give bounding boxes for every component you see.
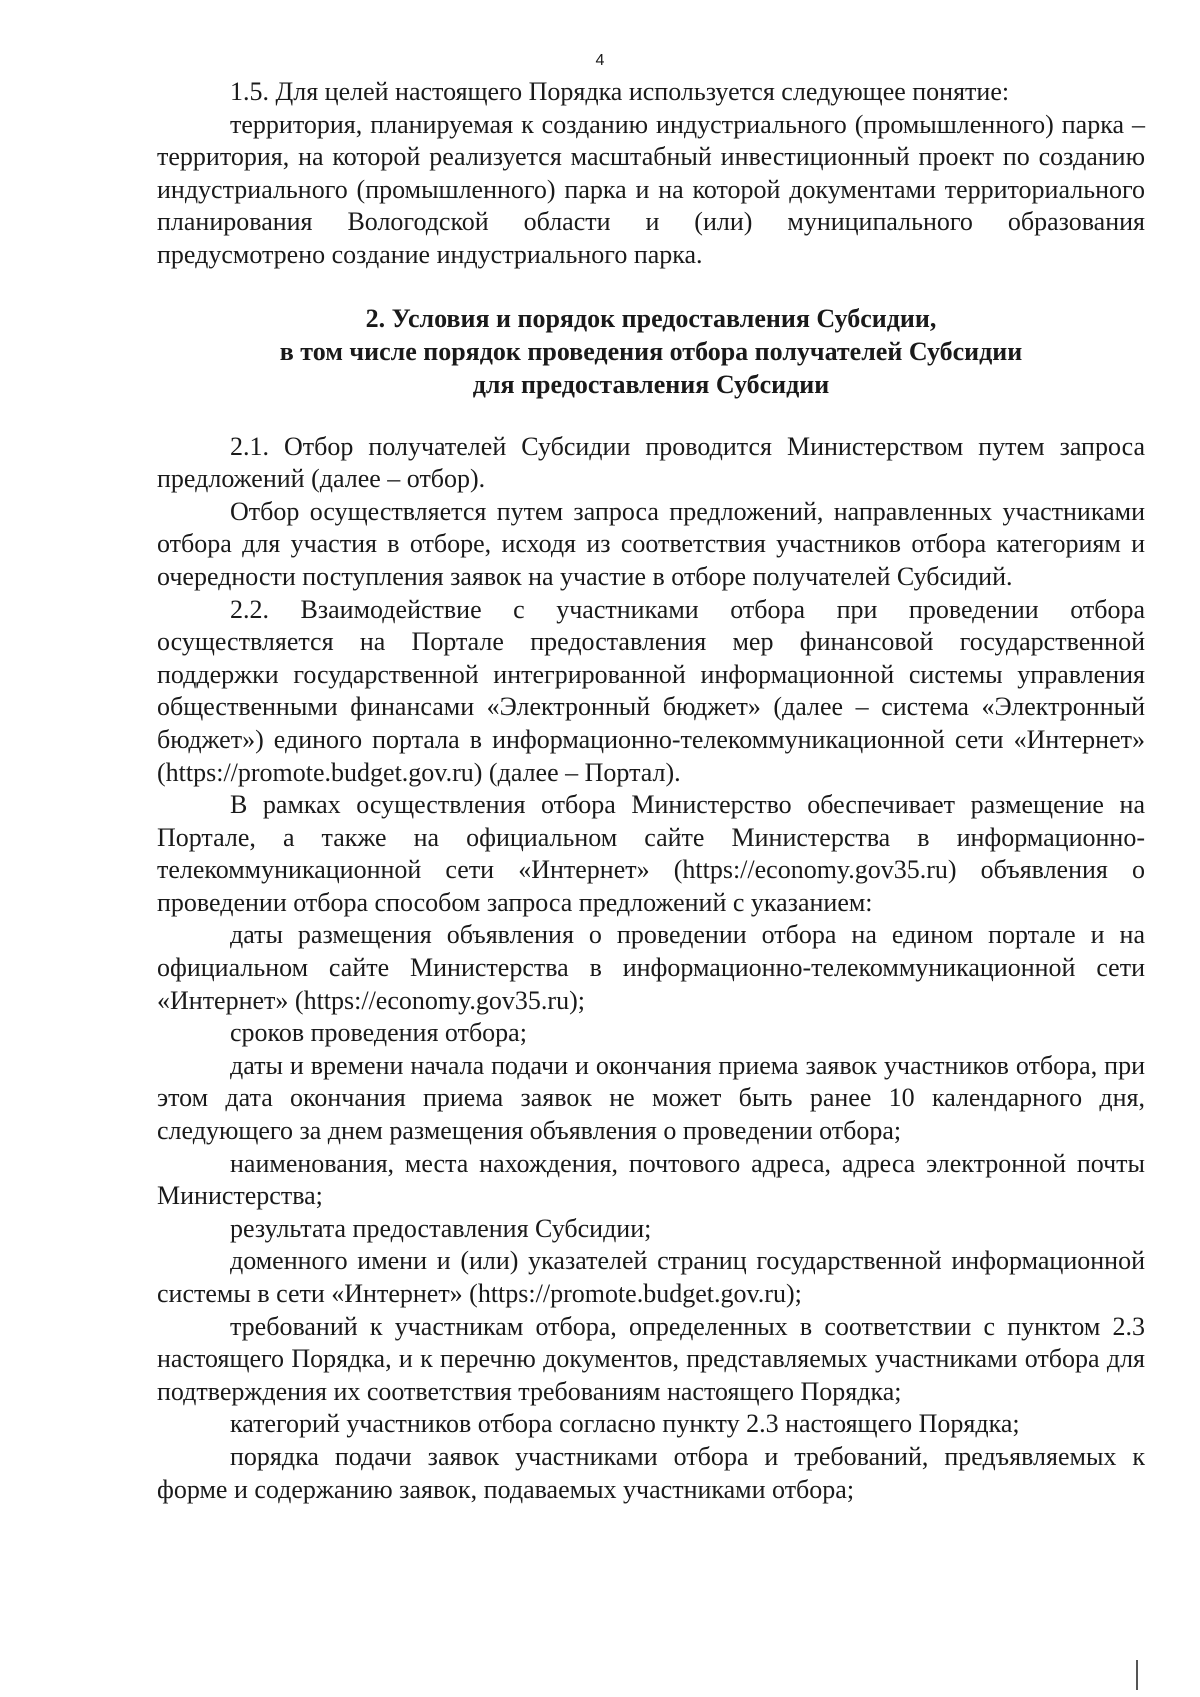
list-item-participant-requirements: требований к участникам отбора, определенных в соответствии с пунктом 2.3 настоящего Порядка, и к перечню документов, представляемых участниками отбора для подтверждения их соответствия требованиям настоящего Порядка; bbox=[157, 1311, 1145, 1406]
paragraph-definition: территория, планируемая к созданию индустриального (промышленного) парка – территория, на которой реализуется масштабный инвестиционный проект по созданию индустриального (промышленного) парка и на которой документами территориального планирования Вологодской области и (или) муниципального образования предусмотрено создание индустриального парка. bbox=[157, 109, 1145, 269]
paragraph-1-5: 1.5. Для целей настоящего Порядка используется следующее понятие: bbox=[230, 77, 1010, 106]
list-item-domain-name: доменного имени и (или) указателей страниц государственной информационной системы в сети «Интернет» (https://promote.budget.gov.ru); bbox=[157, 1246, 1145, 1308]
section-2-heading bbox=[157, 302, 1145, 401]
section-heading-line: для предоставления Субсидии bbox=[472, 369, 830, 399]
paragraph-selection: Отбор осуществляется путем запроса предложений, направленных участниками отбора для участия в отборе, исходя из соответствия участников отбора категориям и очередности поступления заявок на участие в отборе получателей Субсидий. bbox=[157, 496, 1145, 591]
section-heading-line: 2. Условия и порядок предоставления Субсидии, bbox=[365, 303, 937, 333]
list-item-placement-date: даты размещения объявления о проведении отбора на едином портале и на официальном сайте Министерства в информационно-телекоммуникационной сети «Интернет» (https://economy.gov35.ru); bbox=[157, 920, 1145, 1015]
list-item-selection-terms: сроков проведения отбора; bbox=[230, 1018, 527, 1048]
list-item-participant-categories: категорий участников отбора согласно пункту 2.3 настоящего Порядка; bbox=[230, 1409, 1020, 1439]
paragraph-2-2: 2.2. Взаимодействие с участниками отбора при проведении отбора осуществляется на Портале предоставления мер финансовой государственной поддержки государственной интегрированной информационной системы управления общественными финансами «Электронный бюджет» (далее – система «Электронный бюджет») единого портала в информационно-телекоммуникационной сети «Интернет» (https://promote.budget.gov.ru) (далее – Портал). bbox=[157, 594, 1145, 787]
list-item-subsidy-result: результата предоставления Субсидии; bbox=[230, 1213, 652, 1243]
page-number: 4 bbox=[595, 52, 605, 69]
section-heading-line: в том числе порядок проведения отбора получателей Субсидии bbox=[279, 336, 1023, 366]
document-body bbox=[157, 76, 1145, 1506]
list-item-application-procedure: порядка подачи заявок участниками отбора и требований, предъявляемых к форме и содержанию заявок, подаваемых участниками отбора; bbox=[157, 1441, 1145, 1504]
list-item-application-dates: даты и времени начала подачи и окончания приема заявок участников отбора, при этом дата окончания приема заявок не может быть ранее 10 календарного дня, следующего за днем размещения объявления о проведении отбора; bbox=[157, 1050, 1145, 1146]
paragraph-2-1: 2.1. Отбор получателей Субсидии проводится Министерством путем запроса предложений (далее – отбор). bbox=[157, 431, 1145, 494]
scan-edge-mark bbox=[1136, 1660, 1138, 1690]
paragraph-announcement: В рамках осуществления отбора Министерство обеспечивает размещение на Портале, а также на официальном сайте Министерства в информационно-телекоммуникационной сети «Интернет» (https://economy.gov35.ru) объявления о проведении отбора способом запроса предложений с указанием: bbox=[157, 790, 1145, 917]
list-item-ministry-contacts: наименования, места нахождения, почтового адреса, адреса электронной почты Министерства; bbox=[157, 1148, 1145, 1211]
